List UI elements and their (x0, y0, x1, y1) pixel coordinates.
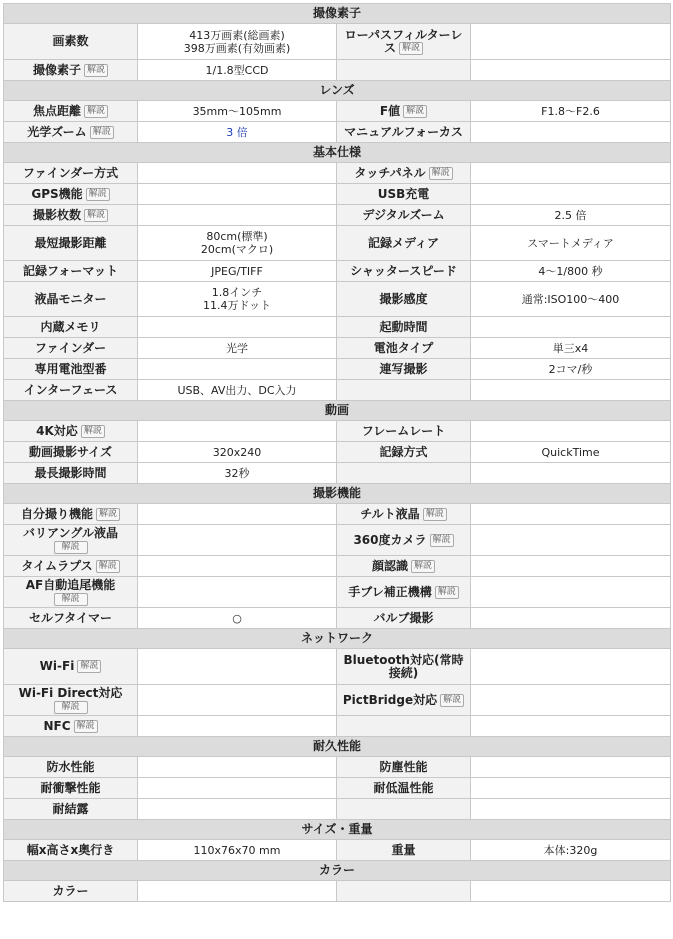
spec-value (471, 757, 671, 778)
spec-value: 413万画素(総画素) 398万画素(有効画素) (138, 24, 337, 60)
spec-value (471, 317, 671, 338)
spec-value (471, 608, 671, 629)
spec-label (337, 317, 471, 338)
spec-label-text: 重量 (391, 842, 416, 857)
spec-label-text: タイムラプス (21, 558, 93, 573)
spec-label (4, 799, 138, 820)
section-title: ネットワーク (4, 629, 671, 649)
spec-label-text: カラー (52, 883, 89, 898)
spec-label (4, 716, 138, 737)
spec-row (4, 261, 671, 282)
kaisetsu-button[interactable]: 解説 (77, 660, 101, 673)
spec-row (4, 317, 671, 338)
spec-label (4, 101, 138, 122)
spec-label-text: 最短撮影距離 (34, 235, 107, 250)
spec-row (4, 122, 671, 143)
spec-label (337, 778, 471, 799)
spec-label-text: セルフタイマー (29, 610, 112, 625)
spec-label-text: 連写撮影 (379, 361, 428, 376)
kaisetsu-button[interactable]: 解説 (440, 694, 464, 707)
spec-row (4, 881, 671, 902)
spec-label-text: PictBridge対応 (342, 692, 438, 707)
spec-value: F1.8～F2.6 (471, 101, 671, 122)
spec-row (4, 649, 671, 685)
spec-value (138, 184, 337, 205)
spec-label (4, 205, 138, 226)
spec-label (337, 463, 471, 484)
spec-row (4, 60, 671, 81)
spec-value (471, 463, 671, 484)
spec-label-text: タッチパネル (354, 165, 426, 180)
spec-value (471, 163, 671, 184)
spec-label (337, 282, 471, 317)
spec-label-text: AF自動追尾機能 (25, 577, 116, 592)
spec-label (337, 101, 471, 122)
kaisetsu-button[interactable]: 解説 (86, 188, 110, 201)
spec-label-text: F値 (379, 103, 401, 118)
section-title: 撮影機能 (4, 484, 671, 504)
spec-value (138, 685, 337, 716)
spec-label (337, 24, 471, 60)
spec-label (4, 442, 138, 463)
spec-label-text: Wi-Fi (39, 659, 75, 673)
spec-value (138, 556, 337, 577)
spec-value (138, 359, 337, 380)
spec-value (138, 525, 337, 556)
spec-value: スマートメディア (471, 226, 671, 261)
spec-value (471, 881, 671, 902)
spec-label-text: USB充電 (377, 186, 430, 201)
spec-label (4, 60, 138, 81)
kaisetsu-button[interactable]: 解説 (54, 541, 88, 554)
spec-row (4, 778, 671, 799)
spec-label (337, 608, 471, 629)
spec-label-text: 電池タイプ (373, 340, 434, 355)
spec-label (337, 338, 471, 359)
kaisetsu-button[interactable]: 解説 (435, 586, 459, 599)
spec-label-text: ローパスフィルターレス (344, 27, 463, 55)
spec-row (4, 24, 671, 60)
section-title: 基本仕様 (4, 143, 671, 163)
spec-value: 32秒 (138, 463, 337, 484)
spec-value (138, 799, 337, 820)
section-header-row (4, 401, 671, 421)
spec-value: ○ (138, 608, 337, 629)
spec-label (337, 649, 471, 685)
section-header-row (4, 737, 671, 757)
spec-label-text: 記録メディア (367, 235, 440, 250)
spec-label-text: シャッタースピード (350, 263, 457, 278)
kaisetsu-button[interactable]: 解説 (423, 508, 447, 521)
kaisetsu-button[interactable]: 解説 (96, 508, 120, 521)
spec-label (337, 840, 471, 861)
spec-label (4, 184, 138, 205)
spec-label-text: 最長撮影時間 (34, 465, 107, 480)
section-header-row (4, 629, 671, 649)
spec-label (4, 380, 138, 401)
section-title: 撮像素子 (4, 4, 671, 24)
spec-row (4, 163, 671, 184)
spec-label-text: 耐結露 (52, 801, 89, 816)
spec-value: 2.5 倍 (471, 205, 671, 226)
kaisetsu-button[interactable]: 解説 (54, 701, 88, 714)
spec-label-text: 液晶モニター (34, 291, 107, 306)
kaisetsu-button[interactable]: 解説 (403, 105, 427, 118)
spec-label-text: NFC (43, 718, 71, 733)
spec-label (4, 317, 138, 338)
spec-label (337, 359, 471, 380)
spec-label (4, 504, 138, 525)
spec-label-text: マニュアルフォーカス (344, 124, 463, 139)
spec-label-text: 幅x高さx奥行き (26, 842, 115, 857)
spec-row (4, 359, 671, 380)
spec-label (4, 608, 138, 629)
section-header-row (4, 820, 671, 840)
spec-label (337, 163, 471, 184)
kaisetsu-button[interactable]: 解説 (54, 593, 88, 606)
spec-value (138, 205, 337, 226)
spec-label-text: ファインダー (34, 340, 107, 355)
section-header-row (4, 81, 671, 101)
spec-label (4, 122, 138, 143)
spec-value: 通常:ISO100～400 (471, 282, 671, 317)
spec-label (337, 757, 471, 778)
spec-row (4, 577, 671, 608)
spec-label (337, 881, 471, 902)
spec-label-text: 記録方式 (379, 444, 428, 459)
spec-value (138, 504, 337, 525)
spec-label (337, 577, 471, 608)
kaisetsu-button[interactable]: 解説 (84, 209, 108, 222)
spec-value (138, 757, 337, 778)
spec-value (471, 184, 671, 205)
spec-label (4, 226, 138, 261)
spec-label (337, 226, 471, 261)
kaisetsu-button[interactable]: 解説 (411, 560, 435, 573)
spec-label-text: デジタルズーム (362, 207, 445, 222)
spec-value[interactable]: 3 倍 (138, 122, 337, 143)
kaisetsu-button[interactable]: 解説 (81, 425, 105, 438)
spec-value: 110x76x70 mm (138, 840, 337, 861)
spec-label-text: 耐衝撃性能 (40, 780, 101, 795)
spec-value (471, 380, 671, 401)
spec-row (4, 556, 671, 577)
spec-value (138, 163, 337, 184)
spec-value (138, 577, 337, 608)
spec-label (4, 421, 138, 442)
spec-label-text: 焦点距離 (32, 103, 81, 118)
spec-value: 1/1.8型CCD (138, 60, 337, 81)
spec-label (4, 685, 138, 716)
section-header-row (4, 4, 671, 24)
spec-label-text: 撮影枚数 (32, 207, 81, 222)
spec-value (471, 421, 671, 442)
spec-row (4, 525, 671, 556)
spec-value (138, 716, 337, 737)
spec-row (4, 840, 671, 861)
spec-row (4, 226, 671, 261)
kaisetsu-button[interactable]: 解説 (84, 64, 108, 77)
spec-value: USB、AV出力、DC入力 (138, 380, 337, 401)
spec-label (337, 380, 471, 401)
spec-label (4, 757, 138, 778)
spec-label-text: 防塵性能 (379, 759, 428, 774)
kaisetsu-button[interactable]: 解説 (96, 560, 120, 573)
spec-value: 2コマ/秒 (471, 359, 671, 380)
spec-row (4, 184, 671, 205)
spec-row (4, 282, 671, 317)
spec-label (337, 716, 471, 737)
section-title: レンズ (4, 81, 671, 101)
kaisetsu-button[interactable]: 解説 (399, 42, 423, 55)
spec-label (4, 556, 138, 577)
spec-row (4, 685, 671, 716)
spec-row (4, 799, 671, 820)
spec-row (4, 608, 671, 629)
spec-label (4, 577, 138, 608)
spec-label (4, 525, 138, 556)
spec-value (471, 24, 671, 60)
spec-row (4, 421, 671, 442)
spec-label-text: 画素数 (52, 34, 89, 48)
spec-label (4, 338, 138, 359)
spec-row (4, 716, 671, 737)
spec-label (337, 122, 471, 143)
spec-label (4, 24, 138, 60)
spec-label (4, 840, 138, 861)
spec-label-text: バルブ撮影 (373, 610, 434, 625)
spec-label-text: 360度カメラ (353, 532, 427, 547)
spec-label-text: 撮影感度 (379, 291, 428, 306)
spec-label-text: 耐低温性能 (373, 780, 434, 795)
spec-label (337, 60, 471, 81)
kaisetsu-button[interactable]: 解説 (84, 105, 108, 118)
spec-value: QuickTime (471, 442, 671, 463)
section-header-row (4, 484, 671, 504)
spec-label (337, 421, 471, 442)
section-title: 動画 (4, 401, 671, 421)
spec-value (471, 778, 671, 799)
spec-label (337, 442, 471, 463)
kaisetsu-button[interactable]: 解説 (90, 126, 114, 139)
spec-label (337, 556, 471, 577)
spec-row (4, 101, 671, 122)
spec-value (471, 799, 671, 820)
spec-value (471, 577, 671, 608)
spec-value (471, 60, 671, 81)
spec-label-text: Wi-Fi Direct対応 (18, 685, 123, 700)
spec-row (4, 463, 671, 484)
spec-row (4, 504, 671, 525)
spec-label-text: 自分撮り機能 (20, 506, 93, 521)
section-title: カラー (4, 861, 671, 881)
spec-value: 1.8インチ 11.4万ドット (138, 282, 337, 317)
spec-label-text: 動画撮影サイズ (28, 444, 113, 459)
spec-value (138, 649, 337, 685)
spec-value: 80cm(標準) 20cm(マクロ) (138, 226, 337, 261)
section-title: サイズ・重量 (4, 820, 671, 840)
spec-value: 320x240 (138, 442, 337, 463)
kaisetsu-button[interactable]: 解説 (429, 167, 453, 180)
spec-label (4, 881, 138, 902)
spec-value (471, 556, 671, 577)
spec-value (138, 317, 337, 338)
spec-label (4, 282, 138, 317)
spec-label-text: Bluetooth対応(常時接続) (343, 652, 464, 680)
spec-label (4, 163, 138, 184)
spec-value (471, 716, 671, 737)
kaisetsu-button[interactable]: 解説 (430, 534, 454, 547)
spec-value (138, 421, 337, 442)
spec-value: 4～1/800 秒 (471, 261, 671, 282)
spec-value: JPEG/TIFF (138, 261, 337, 282)
spec-label (337, 685, 471, 716)
spec-label (337, 799, 471, 820)
spec-value: 35mm～105mm (138, 101, 337, 122)
spec-label (337, 184, 471, 205)
spec-label-text: 内蔵メモリ (40, 319, 101, 334)
spec-label (337, 205, 471, 226)
spec-value (471, 649, 671, 685)
spec-value (471, 122, 671, 143)
spec-label-text: 手ブレ補正機構 (348, 584, 432, 599)
spec-label (337, 504, 471, 525)
spec-value (471, 525, 671, 556)
spec-label-text: バリアングル液晶 (23, 525, 118, 540)
section-header-row (4, 861, 671, 881)
spec-label-text: 起動時間 (379, 319, 428, 334)
spec-label (337, 525, 471, 556)
spec-label-text: GPS機能 (31, 186, 83, 201)
spec-row (4, 757, 671, 778)
spec-label (4, 778, 138, 799)
spec-label-text: 防水性能 (46, 759, 95, 774)
spec-value: 本体:320g (471, 840, 671, 861)
spec-value (471, 504, 671, 525)
spec-row (4, 205, 671, 226)
spec-label-text: インターフェース (23, 382, 118, 397)
spec-value (138, 778, 337, 799)
spec-label-text: 顔認識 (371, 558, 408, 573)
spec-label (4, 359, 138, 380)
spec-label-text: 記録フォーマット (23, 263, 118, 278)
spec-label-text: チルト液晶 (360, 506, 420, 521)
section-title: 耐久性能 (4, 737, 671, 757)
spec-label (337, 261, 471, 282)
spec-label-text: 4K対応 (36, 423, 78, 438)
spec-label-text: ファインダー方式 (22, 165, 119, 180)
spec-label-text: 光学ズーム (27, 124, 87, 139)
spec-label (4, 649, 138, 685)
spec-label (4, 261, 138, 282)
spec-label-text: 専用電池型番 (34, 361, 107, 376)
spec-value (471, 685, 671, 716)
spec-label-text: フレームレート (361, 423, 446, 438)
spec-value (138, 881, 337, 902)
spec-label (4, 463, 138, 484)
spec-value: 光学 (138, 338, 337, 359)
spec-value: 単三x4 (471, 338, 671, 359)
spec-table (3, 3, 671, 902)
kaisetsu-button[interactable]: 解説 (74, 720, 98, 733)
section-header-row (4, 143, 671, 163)
spec-row (4, 338, 671, 359)
spec-row (4, 442, 671, 463)
spec-row (4, 380, 671, 401)
spec-label-text: 撮像素子 (32, 62, 81, 77)
